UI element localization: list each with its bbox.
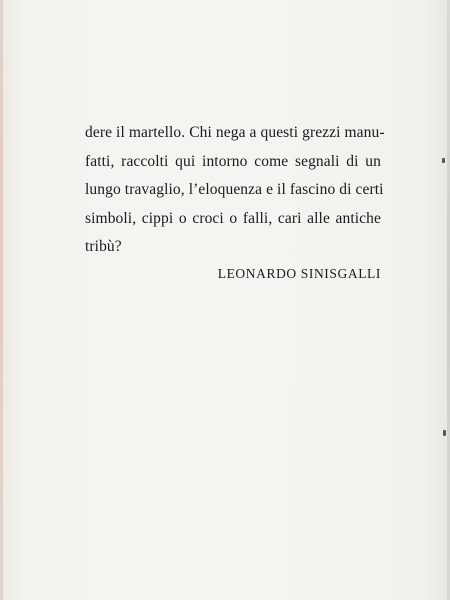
paragraph-line: lungo travaglio, l’eloquenza e il fascino di certi — [85, 181, 384, 198]
body-paragraph — [85, 119, 385, 262]
page-speck — [443, 430, 446, 436]
page-left-edge — [0, 0, 3, 600]
paragraph-line: dere il martello. Chi nega a questi grezzi manu- — [85, 124, 385, 141]
author-signature: LEONARDO SINISGALLI — [217, 266, 381, 281]
page-speck — [442, 158, 445, 163]
paragraph-line: fatti, raccolti qui intorno come segnali di un — [85, 152, 381, 170]
paragraph-line: simboli, cippi o croci o falli, cari alle antiche — [85, 209, 381, 227]
paragraph-line: tribù? — [85, 238, 122, 255]
